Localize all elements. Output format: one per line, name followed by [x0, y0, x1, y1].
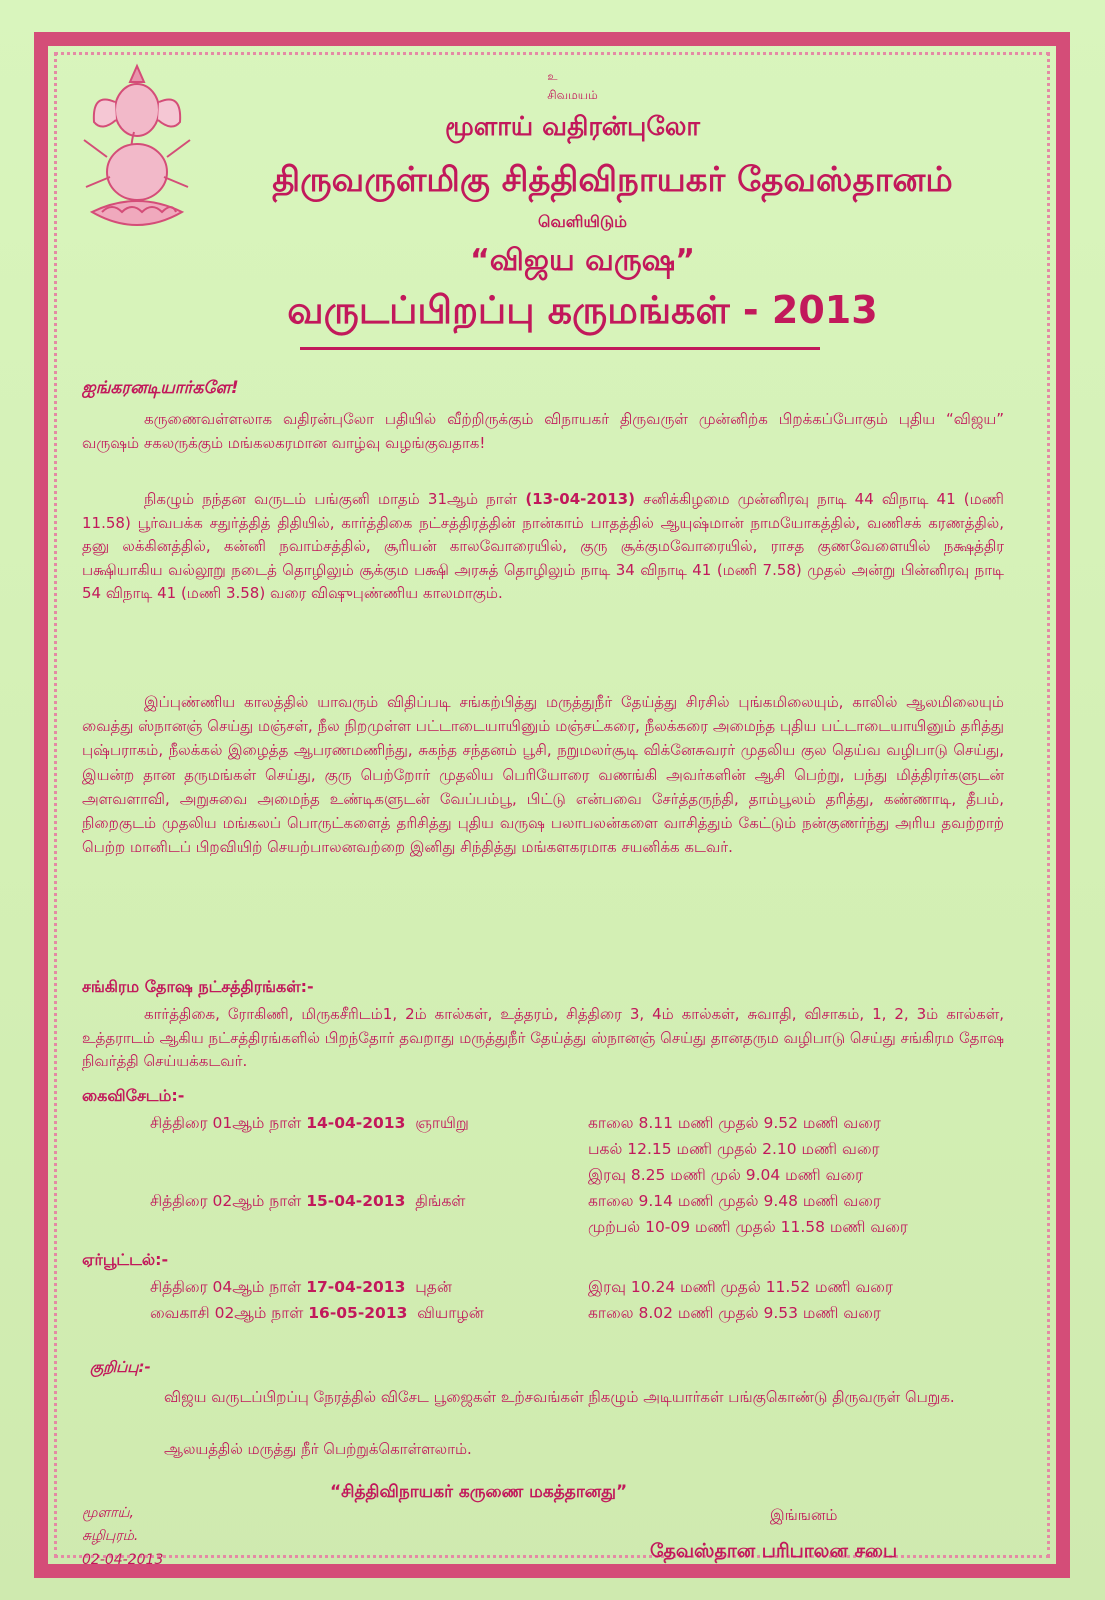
- page-title: வருடப்பிறப்பு கருமங்கள் - 2013: [287, 288, 878, 332]
- sankirama-text: கார்த்திகை, ரோகிணி, மிருகசீரிடம்1, 2ம் கால்கள், உத்தரம், சித்திரை 3, 4ம் கால்கள், சுவாதி, விசாகம், 1, 2, 3ம் கால்கள், உத்தராடம் ஆகிய நட்சத்திரங்களில் பிறந்தோர் தவறாது மருத்துநீர் தேய்த்து ஸ்நானஞ் செய்து தானதரும வழிபாடு செய்து சங்கிரம தோஷ நிவர்த்தி செய்யக்கடவர்.: [82, 1005, 1004, 1070]
- salutation: ஐங்கரனடியார்களே!: [82, 378, 239, 398]
- time-cell: இரவு 10.24 மணி முதல் 11.52 மணி வரை: [588, 1278, 893, 1296]
- time-cell: காலை 8.11 மணி முதல் 9.52 மணி வரை: [588, 1114, 881, 1132]
- time-cell: காலை 8.02 மணி முதல் 9.53 மணி வரை: [588, 1304, 881, 1322]
- kaivisedam-heading: கைவிசேடம்:-: [82, 1086, 185, 1105]
- footer-place-1: மூளாய்,: [82, 1505, 134, 1521]
- sankirama-heading: சங்கிரம தோஷ நட்சத்திரங்கள்:-: [82, 977, 314, 996]
- time-cell: இரவு 8.25 மணி முல் 9.04 மணி வரை: [588, 1166, 864, 1184]
- sankirama-paragraph: [82, 1003, 1004, 1074]
- temple-heading: திருவருள்மிகு சித்திவிநாயகர் தேவஸ்தானம்: [272, 160, 953, 200]
- table-row: [150, 1278, 452, 1298]
- time-cell: காலை 9.14 மணி முதல் 9.48 மணி வரை: [588, 1192, 881, 1210]
- weekday-cell: ஞாயிறு: [415, 1114, 469, 1132]
- date-cell: 17-04-2013: [306, 1278, 406, 1296]
- paragraph-1-text: கருணைவள்ளலாக வதிரன்புலோ பதியில் வீற்றிருக்கும் விநாயகர் திருவருள் முன்னிற்க பிறக்கப்போகும் புதிய “விஜய” வருஷம் சகலருக்கும் மங்கலகரமான வாழ்வு வழங்குவதாக!: [82, 410, 1004, 452]
- motto: “சித்திவிநாயகர் கருணை மகத்தானது”: [330, 1482, 628, 1502]
- date-cell: 15-04-2013: [306, 1192, 406, 1210]
- inganam: இங்ஙனம்: [770, 1506, 838, 1524]
- table-row: [150, 1114, 469, 1134]
- u-mark: உ: [547, 70, 558, 83]
- erpoottal-heading: ஏர்பூட்டல்:-: [82, 1250, 169, 1269]
- day-cell: வைகாசி 02ஆம் நாள்: [150, 1304, 309, 1322]
- sivamayam: சிவமயம்: [547, 88, 598, 102]
- date-cell: 14-04-2013: [306, 1114, 406, 1132]
- note-line-2: ஆலயத்தில் மருத்து நீர் பெற்றுக்கொள்ளலாம்.: [164, 1440, 472, 1458]
- date-cell: 16-05-2013: [308, 1304, 408, 1322]
- time-cell: பகல் 12.15 மணி முதல் 2.10 மணி வரை: [588, 1140, 880, 1158]
- footer-place-2: சுழிபுரம்.: [82, 1528, 139, 1544]
- paragraph-3: [82, 690, 1004, 859]
- paragraph-2: [82, 488, 1004, 606]
- note-heading: குறிப்பு:-: [90, 1358, 151, 1376]
- signatory: தேவஸ்தான பரிபாலன சபை: [650, 1540, 898, 1562]
- paragraph-2-text-a: நிகழும் நந்தன வருடம் பங்குனி மாதம் 31ஆம் நாள்: [144, 490, 526, 508]
- note-line-1: விஜய வருடப்பிறப்பு நேரத்தில் விசேட பூஜைகள் உற்சவங்கள் நிகழும் அடியார்கள் பங்குகொண்டு திருவருள் பெறுக.: [164, 1388, 955, 1406]
- title-underline: [300, 347, 820, 350]
- table-row: [150, 1304, 484, 1324]
- paragraph-2-date: (13-04-2013): [525, 490, 635, 508]
- note-paragraph: [82, 1386, 1004, 1410]
- footer-date: 02-04-2013: [82, 1552, 164, 1568]
- day-cell: சித்திரை 02ஆம் நாள்: [150, 1192, 307, 1210]
- weekday-cell: திங்கள்: [415, 1192, 466, 1210]
- paragraph-2-text-b: சனிக்கிழமை முன்னிரவு நாடி 44 விநாடி 41 (மணி 11.58) பூர்வபக்க சதுர்த்தித் திதியில், கார்த்திகை நட்சத்திரத்தின் நான்காம் பாதத்தில் ஆயுஷ்மான் நாமயோகத்தில், வணிசக் கரணத்தில், தனு லக்கினத்தில், கன்னி நவாம்சத்தில், சூரியன் காலவோரையில், குரு சூக்குமவோரையில், ராசத குணவேளையில் நக்ஷத்திர பக்ஷியாகிய வல்லூறு நடைத் தொழிலும் சூக்கும பக்ஷி அரசுத் தொழிலும் நாடி 34 விநாடி 41 (மணி 7.58) முதல் அன்று பின்னிரவு நாடி 54 விநாடி 41 (மணி 3.58) வரை விஷுபுண்ணிய காலமாகும்.: [82, 490, 1004, 602]
- table-row: [150, 1192, 465, 1212]
- weekday-cell: புதன்: [415, 1278, 452, 1296]
- place-heading: மூளாய் வதிரன்புலோ: [445, 112, 700, 142]
- time-cell: முற்பல் 10-09 மணி முதல் 11.58 மணி வரை: [588, 1218, 908, 1236]
- day-cell: சித்திரை 01ஆம் நாள்: [150, 1114, 307, 1132]
- year-name: “விஜய வருஷ”: [470, 243, 695, 278]
- veliyidum: வெளியிடும்: [537, 212, 628, 231]
- weekday-cell: வியாழன்: [417, 1304, 484, 1322]
- paragraph-1: [82, 408, 1004, 455]
- day-cell: சித்திரை 04ஆம் நாள்: [150, 1278, 307, 1296]
- paragraph-3-text: இப்புண்ணிய காலத்தில் யாவரும் விதிப்படி சங்கற்பித்து மருத்துநீர் தேய்த்து சிரசில் புங்கமிலையும், காலில் ஆலமிலையும் வைத்து ஸ்நானஞ் செய்து மஞ்சள், நீல நிறமுள்ள பட்டாடையாயினும் மஞ்சட்கரை, நீலக்கரை அமைந்த புதிய பட்டாடையாயினும் தரித்து புஷ்பராகம், நீலக்கல் இழைத்த ஆபரணமணிந்து, சுகந்த சந்தனம் பூசி, நறுமலர்சூடி விக்னேசுவரர் முதலிய குல தெய்வ வழிபாடு செய்து, இயன்ற தான தருமங்கள் செய்து, குரு பெற்றோர் முதலிய பெரியோரை வணங்கி அவர்களின் ஆசி பெற்று, பந்து மித்திரர்களுடன் அளவளாவி, அறுசுவை அமைந்த உண்டிகளுடன் வேப்பம்பூ, பிட்டு என்பவை சேர்த்தருந்தி, தாம்பூலம் தரித்து, கண்ணாடி, தீபம், நிறைகுடம் முதலிய மங்கலப் பொருட்களைத் தரிசித்து புதிய வருஷ பலாபலன்களை வாசித்தும் கேட்டும் நன்குணர்ந்து அரிய தவற்றாற் பெற்ற மானிடப் பிறவியிற் செயற்பாலனவற்றை இனிது சிந்தித்து மங்களகரமாக சயனிக்க கடவர்.: [82, 693, 1004, 857]
